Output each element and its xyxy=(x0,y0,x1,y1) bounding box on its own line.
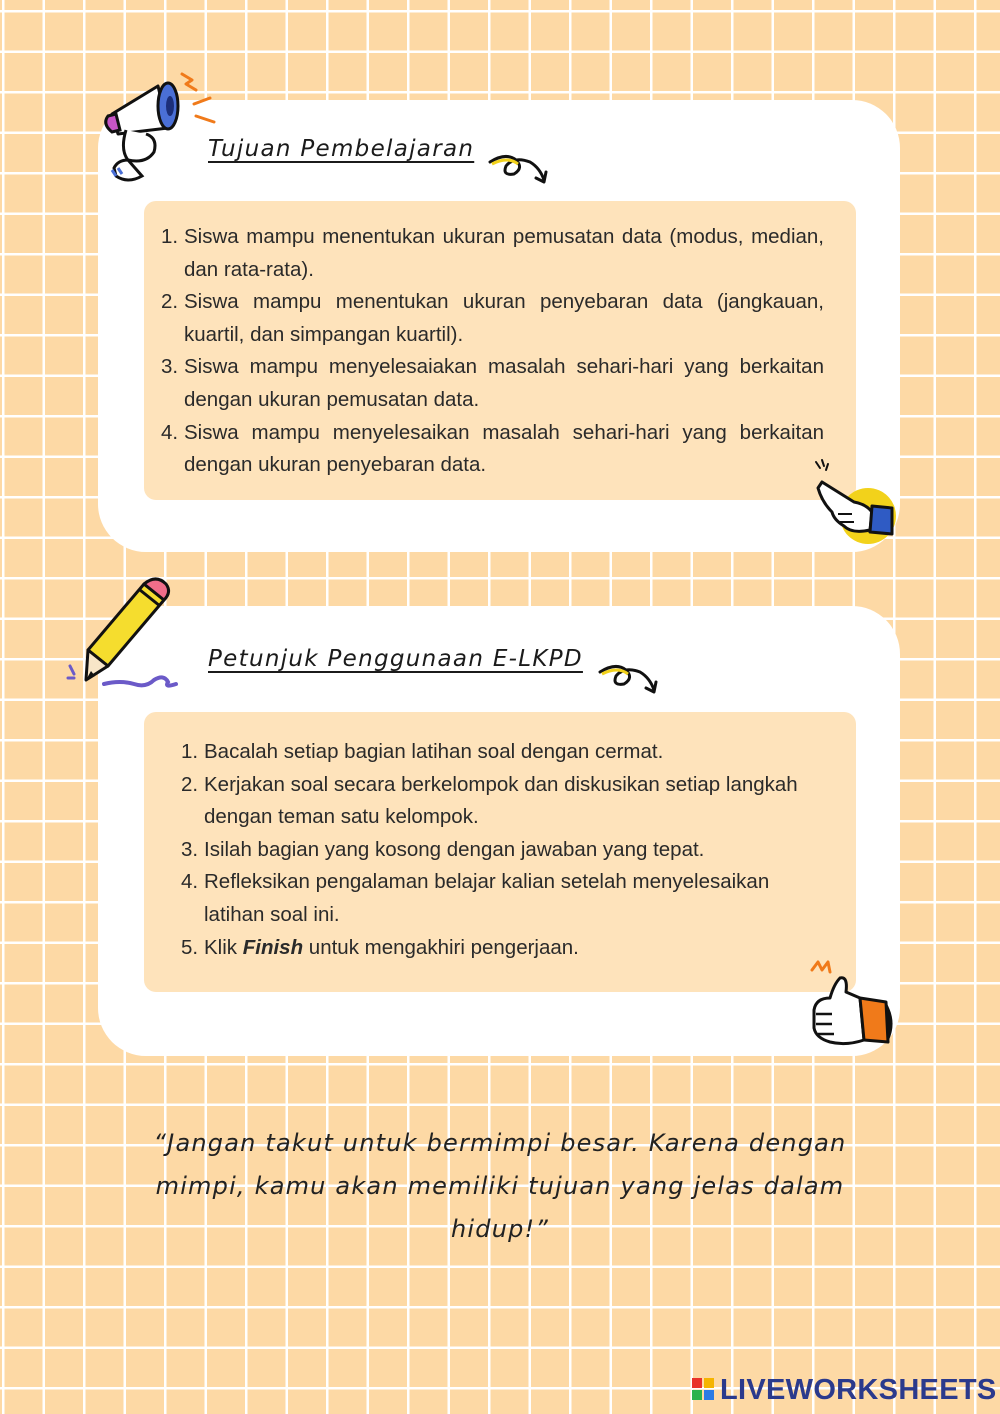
motivational-quote: “Jangan takut untuk bermimpi besar. Karena dengan mimpi, kamu akan memiliki tujuan yang jelas dalam hidup!” xyxy=(153,1129,847,1243)
liveworksheets-logo xyxy=(692,1372,997,1408)
list-item: 1. Bacalah setiap bagian latihan soal dengan cermat. xyxy=(181,740,664,763)
curly-arrow-icon xyxy=(596,660,662,700)
instructions-panel xyxy=(144,712,856,992)
list-item: 4. Siswa mampu menyelesaikan masalah sehari-hari yang berkaitan dengan ukuran penyebaran data. xyxy=(161,420,824,477)
list-item: 2. Siswa mampu menentukan ukuran penyebaran data (jangkauan, kuartil, dan simpangan kuartil). xyxy=(161,290,824,346)
list-item: 5. Klik Finish untuk mengakhiri pengerjaan. xyxy=(181,935,579,959)
thumbs-up-icon xyxy=(806,958,902,1058)
megaphone-icon xyxy=(98,64,238,188)
instructions-list xyxy=(181,736,824,964)
liveworksheets-logo-text: LIVEWORKSHEETS xyxy=(720,1373,997,1406)
instructions-heading: Petunjuk Penggunaan E-LKPD xyxy=(208,646,583,672)
finish-emphasis: Finish xyxy=(242,935,304,959)
liveworksheets-logo-icon xyxy=(692,1376,716,1404)
list-item: 4. Refleksikan pengalaman belajar kalian setelah menyelesaikan latihan soal ini. xyxy=(181,870,770,926)
learning-objectives-heading: Tujuan Pembelajaran xyxy=(208,136,475,162)
learning-objectives-list xyxy=(161,221,824,482)
instructions-card xyxy=(98,606,900,1056)
list-item: 3. Isilah bagian yang kosong dengan jawaban yang tepat. xyxy=(181,837,705,861)
list-item: 3. Siswa mampu menyelesaiakan masalah sehari-hari yang berkaitan dengan ukuran pemusatan data. xyxy=(161,355,824,411)
pencil-icon xyxy=(64,570,184,694)
list-item: 2. Kerjakan soal secara berkelompok dan diskusikan setiap langkah dengan teman satu kelompok. xyxy=(181,772,798,829)
curly-arrow-icon xyxy=(486,150,552,190)
pointing-hand-icon xyxy=(808,458,904,554)
list-item: 1. Siswa mampu menentukan ukuran pemusatan data (modus, median, dan rata-rata). xyxy=(161,225,824,281)
learning-objectives-panel xyxy=(144,201,856,500)
